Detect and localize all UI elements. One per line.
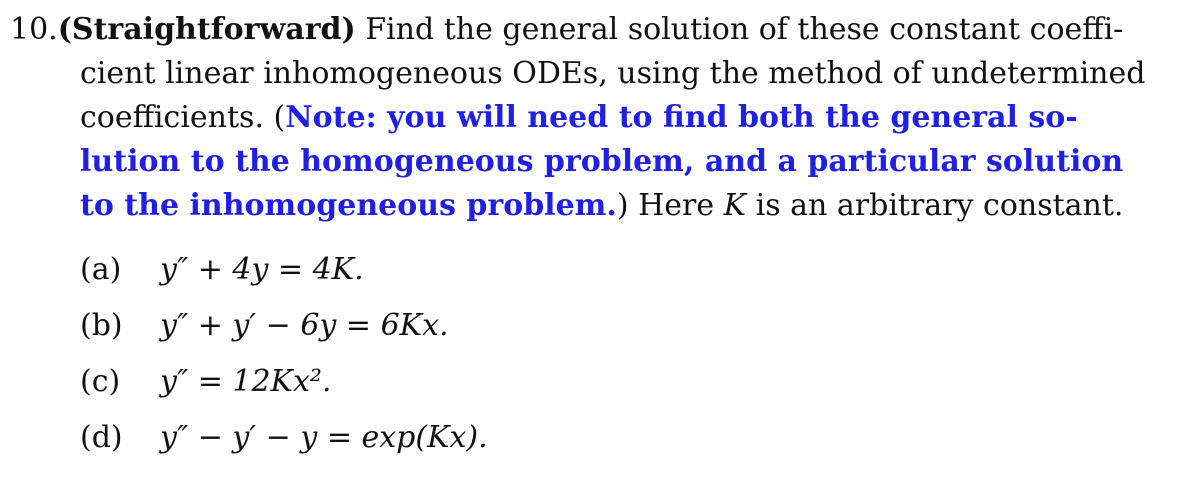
note-text-2: lution to the homogeneous problem, and a particular solution [80, 144, 1124, 179]
problem-line-5-text-a: ) Here [616, 188, 724, 223]
problem-number: 10. [10, 12, 58, 47]
sub-question-label: (b) [80, 308, 123, 343]
problem-line-2 [80, 52, 1145, 96]
problem-line-5-text-b: is an arbitrary constant. [746, 188, 1124, 223]
sub-question-a [80, 248, 364, 292]
problem-line-3 [80, 96, 1078, 140]
sub-question-equation: y″ = 12Kx². [160, 364, 332, 399]
problem-tag: (Straightforward) [57, 12, 356, 47]
sub-question-equation: y″ − y′ − y = exp(Kx). [160, 420, 488, 455]
sub-question-equation: y″ + y′ − 6y = 6Kx. [160, 308, 449, 343]
note-text-3: to the inhomogeneous problem. [80, 188, 617, 223]
sub-question-label: (d) [80, 420, 123, 455]
sub-question-label: (c) [80, 364, 121, 399]
constant-k: K [723, 188, 747, 223]
sub-question-label: (a) [80, 252, 122, 287]
problem-line-5 [80, 184, 1123, 228]
problem-line-3-text: coefficients. ( [80, 100, 286, 135]
sub-question-equation: y″ + 4y = 4K. [160, 252, 364, 287]
note-text-1: Note: you will need to find both the general so- [285, 100, 1078, 135]
sub-question-c [80, 360, 331, 404]
problem-line-4 [80, 140, 1123, 184]
sub-question-d [80, 416, 488, 460]
sub-question-b [80, 304, 449, 348]
problem-line-1-text: Find the general solution of these constant coeffi- [355, 12, 1124, 47]
problem-line-1 [10, 8, 1123, 52]
problem-line-2-text: cient linear inhomogeneous ODEs, using the method of undetermined [80, 56, 1146, 91]
